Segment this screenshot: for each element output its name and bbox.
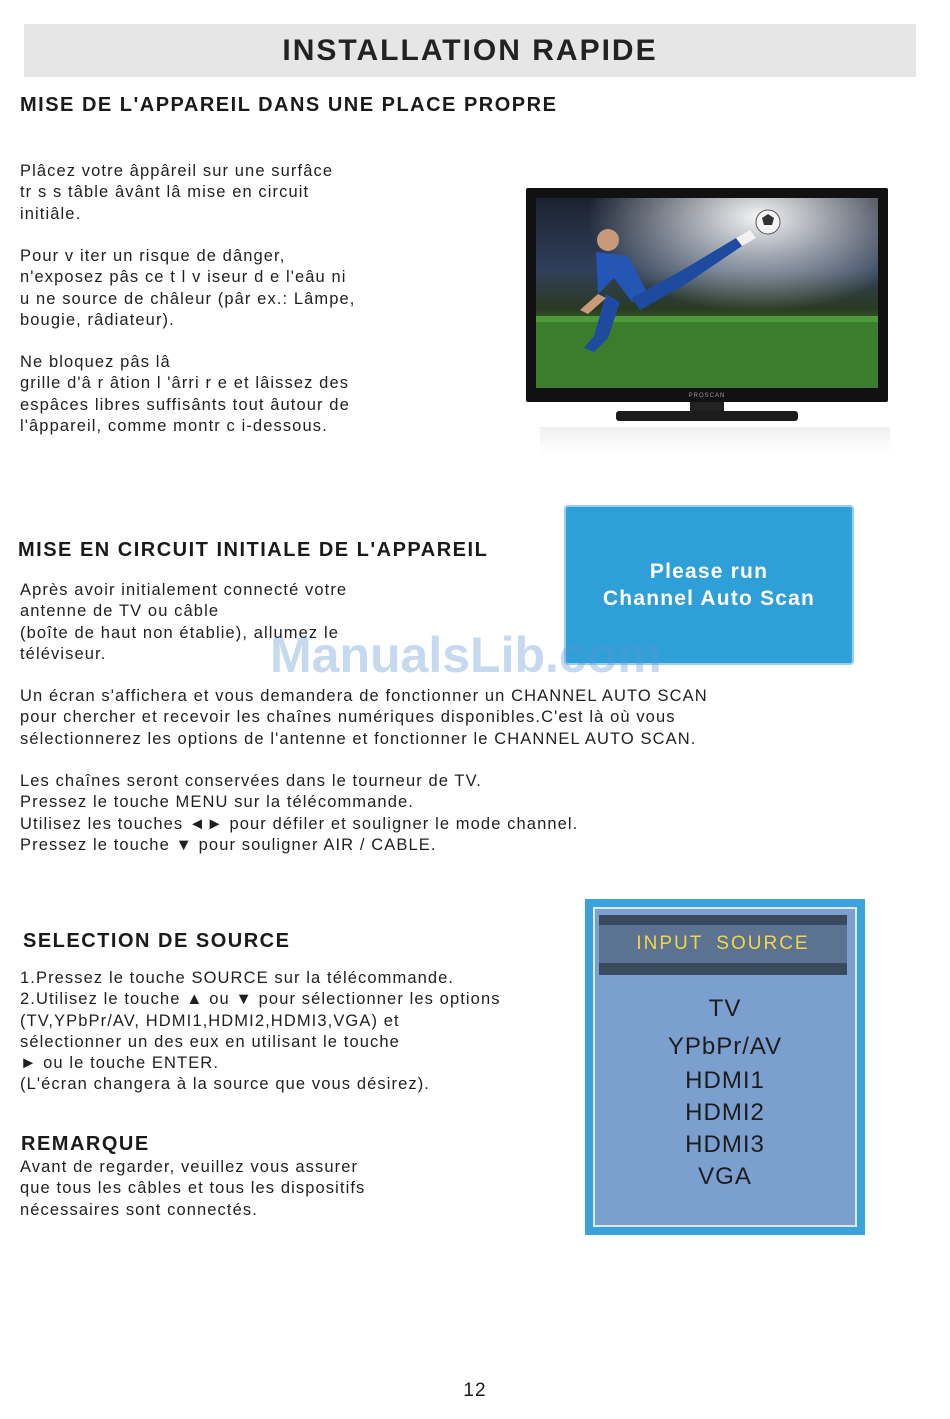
input-source-header (599, 915, 847, 975)
tv-screen-image (536, 198, 878, 388)
tv-reflection (540, 427, 890, 455)
input-source-title: INPUT SOURCE (636, 933, 810, 954)
input-source-panel (585, 899, 865, 1235)
source-option-vga[interactable]: VGA (698, 1163, 752, 1190)
page-number: 12 (463, 1380, 487, 1401)
placement-paragraph-2: Pour v iter un risque de dânger, n'exposez pâs ce t l v iseur d e l'eâu ni u ne source de châleur (pâr ex.: Lâmpe, bougie, râdiateur). (20, 247, 356, 329)
source-option-hdmi2[interactable]: HDMI2 (685, 1099, 765, 1126)
placement-paragraph-1: Plâcez votre âppâreil sur une surfâce tr s s tâble âvânt lâ mise en circuit initiâle. (20, 162, 334, 223)
source-option-hdmi3[interactable]: HDMI3 (685, 1131, 765, 1158)
input-source-inner (593, 907, 857, 1227)
section-heading-source: SELECTION DE SOURCE (23, 930, 291, 952)
source-option-ypbpr-av[interactable]: YPbPr/AV (667, 1033, 783, 1060)
watermark: ManualsLib.com (270, 627, 662, 683)
remark-text: Avant de regarder, veuillez vous assurer que tous les câbles et tous les dispositifs nécessaires sont connectés. (20, 1158, 366, 1219)
initial-power-paragraph-3: Les chaînes seront conservées dans le tourneur de TV. Pressez le touche MENU sur la télécommande. Utilisez les touches ◄► pour défiler et souligner le mode channel. Pressez le touche ▼ pour souligner AIR / CABLE. (20, 772, 579, 854)
tv-bezel (526, 188, 888, 402)
soccer-player-image (536, 198, 878, 388)
initial-power-paragraph-2: Un écran s'affichera et vous demandera de fonctionner un CHANNEL AUTO SCAN pour chercher et recevoir les chaînes numériques disponibles.C'est là où vous sélectionnerez les options de l'antenne et fonctionner le CHANNEL AUTO SCAN. (20, 687, 708, 748)
tv-brand-label: PROSCAN (688, 393, 726, 399)
input-source-list (595, 995, 855, 1191)
source-option-tv[interactable]: TV (708, 995, 742, 1022)
section-heading-placement: MISE DE L'APPAREIL DANS UNE PLACE PROPRE (20, 94, 558, 116)
auto-scan-line-2: Channel Auto Scan (602, 587, 816, 610)
section-heading-initial-power: MISE EN CIRCUIT INITIALE DE L'APPAREIL (18, 539, 489, 561)
auto-scan-line-1: Please run (649, 560, 769, 583)
remark-heading: REMARQUE (21, 1133, 150, 1155)
initial-power-paragraph-1: Après avoir initialement connecté votre antenne de TV ou câble (boîte de haut non établie), allumez le téléviseur. (20, 581, 348, 663)
tv-stand-base (616, 411, 798, 421)
source-instructions: 1.Pressez le touche SOURCE sur la télécommande. 2.Utilisez le touche ▲ ou ▼ pour sélectionner les options (TV,YPbPr/AV, HDMI1,HDMI2,HDMI3,VGA) et sélectionner un des eux en utilisant le touche ► ou le touche ENTER. (L'écran changera à la source que vous désirez). (20, 969, 501, 1094)
page-title: INSTALLATION RAPIDE (282, 33, 658, 67)
source-option-hdmi1[interactable]: HDMI1 (685, 1067, 765, 1094)
title-bar (24, 24, 916, 77)
placement-paragraph-3: Ne bloquez pâs lâ grille d'â r âtion l 'ârri r e et lâissez des espâces libres suffisânts tout âutour de l'âppareil, comme montr c i-dessous. (20, 353, 350, 435)
tv-illustration (520, 182, 910, 460)
